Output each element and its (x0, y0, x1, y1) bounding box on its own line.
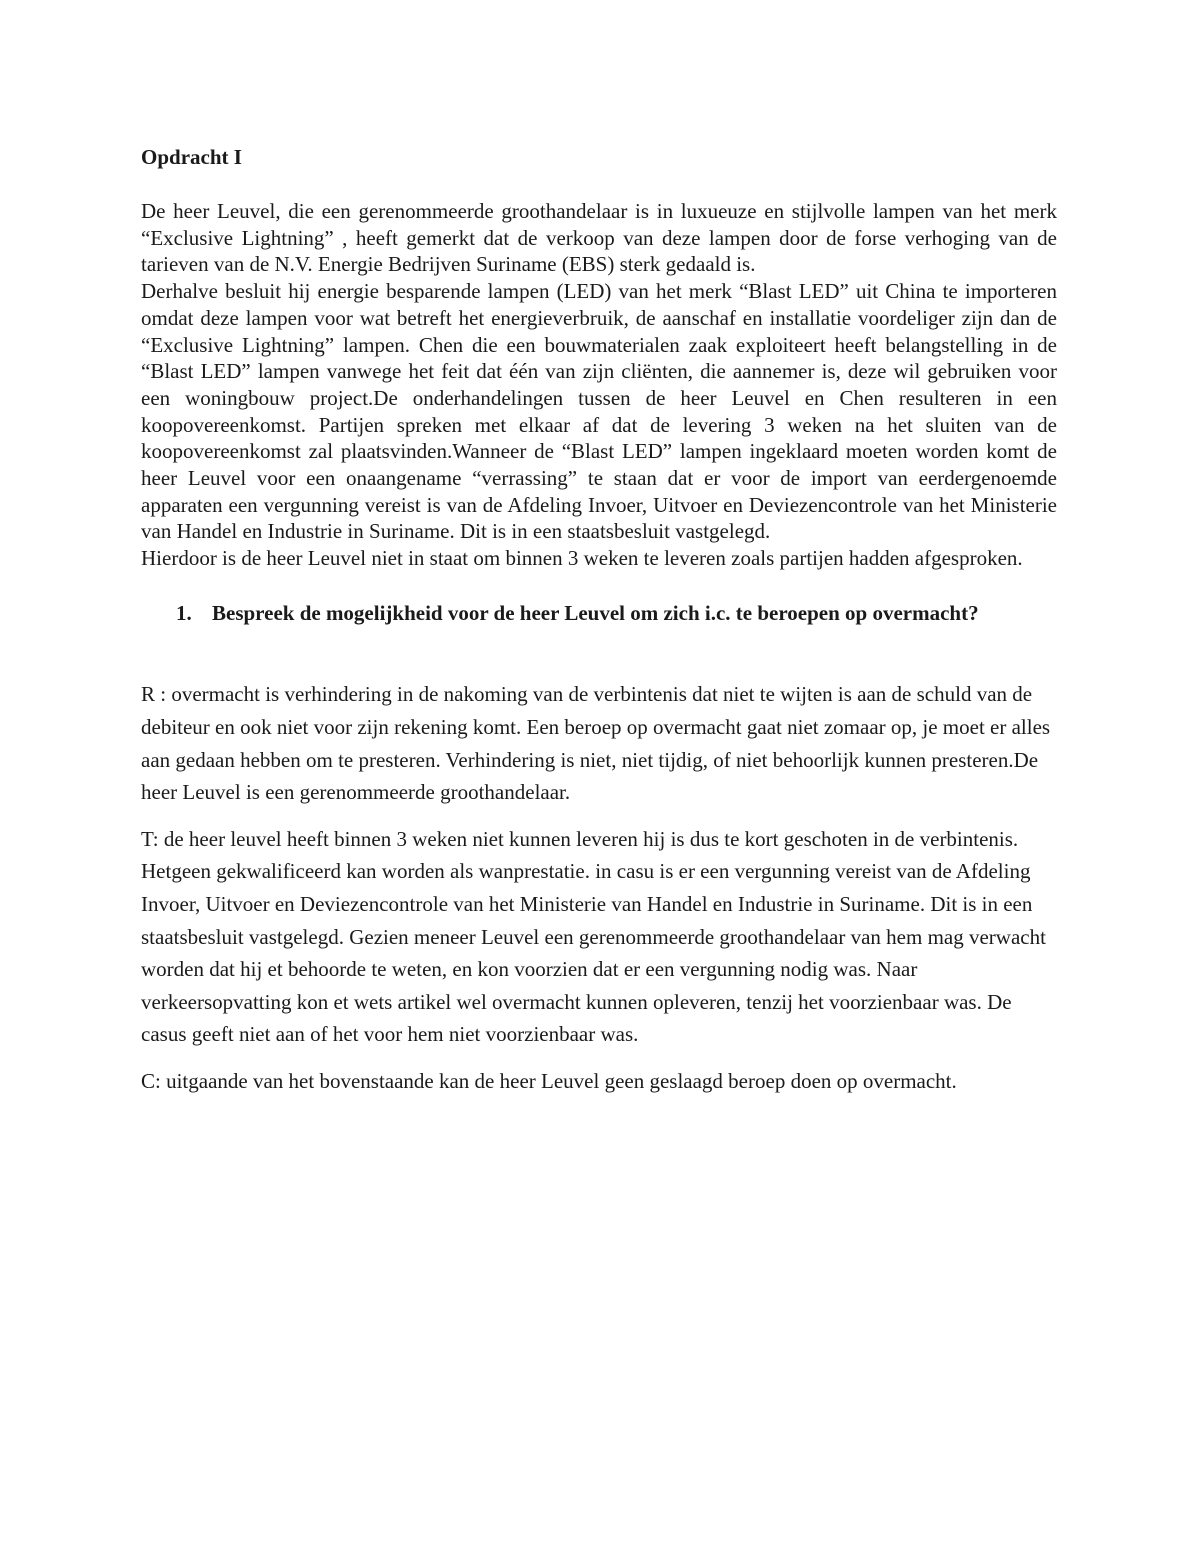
question-item (141, 600, 1057, 627)
case-paragraph: Derhalve besluit hij energie besparende lampen (LED) van het merk “Blast LED” uit China te importeren omdat deze lampen voor wat betreft het energieverbruik, de aanschaf en installatie voordeliger zijn dan de “Exclusive Lightning” lampen. Chen die een bouwmaterialen zaak exploiteert heeft belangstelling in de “Blast LED” lampen vanwege het feit dat één van zijn cliënten, die aannemer is, deze wil gebruiken voor een woningbouw project.De onderhandelingen tussen de heer Leuvel en Chen resulteren in een koopovereenkomst. Partijen spreken met elkaar af dat de levering 3 weken na het sluiten van de koopovereenkomst zal plaatsvinden.Wanneer de “Blast LED” lampen ingeklaard moeten worden komt de heer Leuvel voor een onaangename “verrassing” te staan dat er voor de import van eerdergenoemde apparaten een vergunning vereist is van de Afdeling Invoer, Uitvoer en Deviezencontrole van het Ministerie van Handel en Industrie in Suriname. Dit is in een staatsbesluit vastgelegd. (141, 279, 1057, 544)
document-page (141, 140, 1057, 1111)
case-paragraph: Hierdoor is de heer Leuvel niet in staat om binnen 3 weken te leveren zoals partijen hadden afgesproken. (141, 546, 1023, 571)
question-number: 1. (176, 600, 192, 625)
case-paragraph: De heer Leuvel, die een gerenommeerde groothandelaar is in luxueuze en stijlvolle lampen van het merk “Exclusive Lightning” , heeft gemerkt dat de verkoop van deze lampen door de forse verhoging van de tarieven van de N.V. Energie Bedrijven Suriname (EBS) sterk gedaald is. (141, 199, 1057, 277)
answer-application-paragraph: T: de heer leuvel heeft binnen 3 weken niet kunnen leveren hij is dus te kort geschoten in de verbintenis. Hetgeen gekwalificeerd kan worden als wanprestatie. in casu is er een vergunning vereist van de Afdeling Invoer, Uitvoer en Deviezencontrole van het Ministerie van Handel en Industrie in Suriname. Dit is in een staatsbesluit vastgelegd. Gezien meneer Leuvel een gerenommeerde groothandelaar van hem mag verwacht worden dat hij et behoorde te weten, en kon voorzien dat er een vergunning nodig was. Naar verkeersopvatting kon et wets artikel wel overmacht kunnen opleveren, tenzij het voorzienbaar was. De casus geeft niet aan of het voor hem niet voorzienbaar was. (141, 826, 1046, 1047)
case-description (141, 198, 1057, 572)
document-title: Opdracht I (141, 145, 242, 169)
question-text: Bespreek de mogelijkheid voor de heer Leuvel om zich i.c. te beroepen op overmacht? (212, 600, 979, 625)
answer-section (141, 678, 1057, 1097)
answer-conclusion-paragraph: C: uitgaande van het bovenstaande kan de heer Leuvel geen geslaagd beroep doen op overmacht. (141, 1068, 957, 1093)
answer-rule-paragraph: R : overmacht is verhindering in de nakoming van de verbintenis dat niet te wijten is aan de schuld van de debiteur en ook niet voor zijn rekening komt. Een beroep op overmacht gaat niet zomaar op, je moet er alles aan gedaan hebben om te presteren. Verhindering is niet, niet tijdig, of niet behoorlijk kunnen presteren.De heer Leuvel is een gerenommeerde groothandelaar. (141, 682, 1051, 805)
